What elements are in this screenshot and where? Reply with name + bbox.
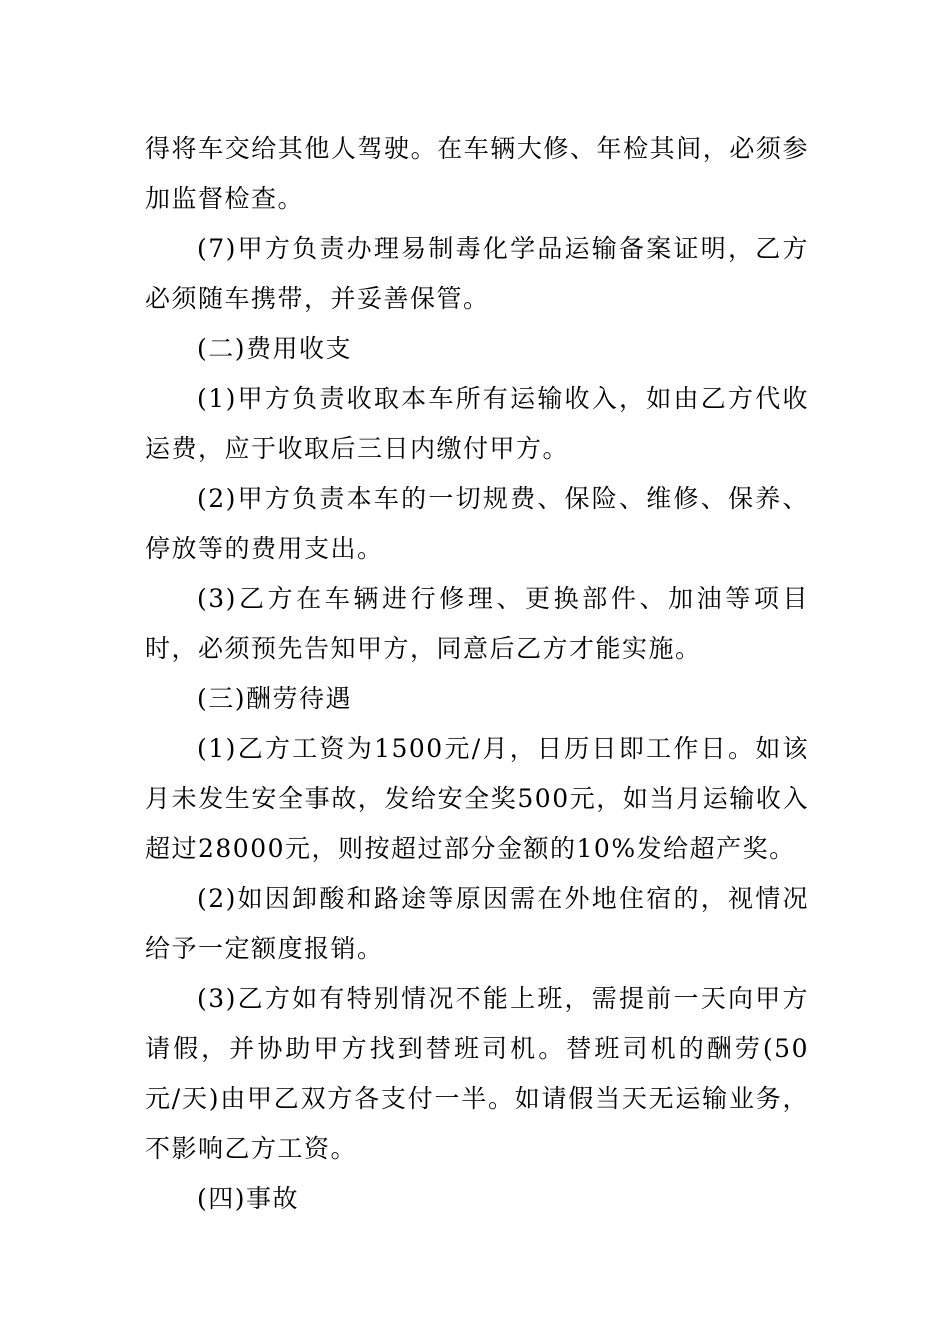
paragraph-item-7: (7)甲方负责办理易制毒化学品运输备案证明，乙方必须随车携带，并妥善保管。 [145, 234, 809, 313]
paragraph-fees-item-2: (2)甲方负责本车的一切规费、保险、维修、保养、停放等的费用支出。 [145, 484, 809, 563]
paragraph-compensation-item-1: (1)乙方工资为1500元/月，日历日即工作日。如该月未发生安全事故，发给安全奖500元，如当月运输收入超过28000元，则按超过部分金额的10%发给超产奖。 [145, 734, 809, 863]
section-heading-fees: (二)费用收支 [197, 334, 353, 363]
paragraph-compensation-item-2: (2)如因卸酸和路途等原因需在外地住宿的，视情况给予一定额度报销。 [145, 884, 809, 963]
paragraph-fees-item-3: (3)乙方在车辆进行修理、更换部件、加油等项目时，必须预先告知甲方，同意后乙方才能实施。 [145, 584, 809, 663]
paragraph-fees-item-1: (1)甲方负责收取本车所有运输收入，如由乙方代收运费，应于收取后三日内缴付甲方。 [145, 384, 809, 463]
document-body [145, 124, 809, 1224]
paragraph-compensation-item-3: (3)乙方如有特别情况不能上班，需提前一天向甲方请假，并协助甲方找到替班司机。替班司机的酬劳(50元/天)由甲乙双方各支付一半。如请假当天无运输业务，不影响乙方工资。 [145, 984, 809, 1163]
section-heading-accident: (四)事故 [197, 1184, 300, 1213]
paragraph-continuation: 得将车交给其他人驾驶。在车辆大修、年检其间，必须参加监督检查。 [145, 134, 809, 213]
section-heading-compensation: (三)酬劳待遇 [197, 684, 353, 713]
